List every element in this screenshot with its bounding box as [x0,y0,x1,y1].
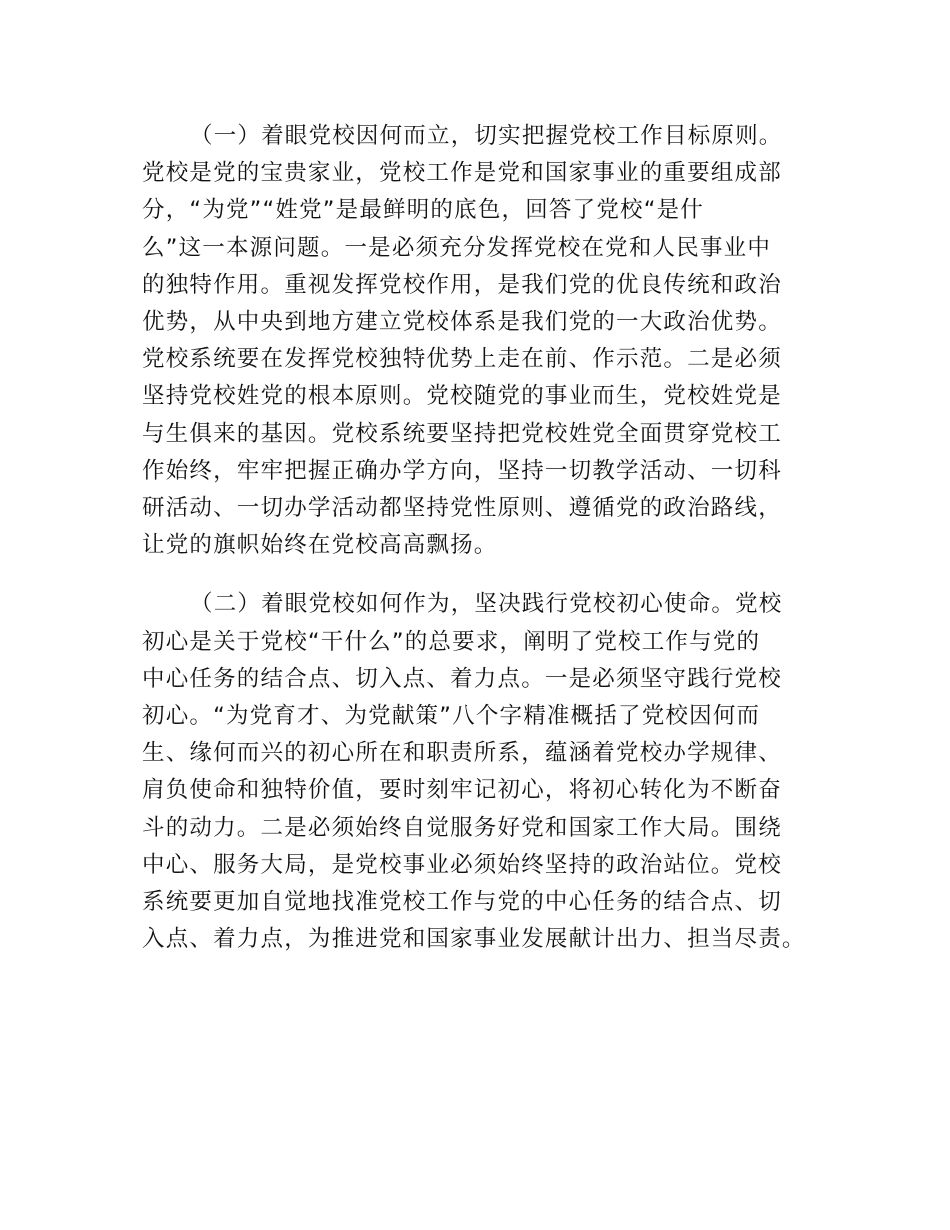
paragraph-1-line-8: 坚持党校姓党的根本原则。党校随党的事业而生，党校姓党是 [142,383,782,410]
paragraph-2 [142,586,832,958]
paragraph-1-line-12: 让党的旗帜始终在党校高高飘扬。 [142,532,498,559]
paragraph-1-line-11: 研活动、一切办学活动都坚持党性原则、遵循党的政治路线， [142,495,782,522]
paragraph-1-line-6: 优势，从中央到地方建立党校体系是我们党的一大政治优势。 [142,309,782,336]
paragraph-2-line-3: 中心任务的结合点、切入点、着力点。一是必须坚守践行党校 [142,665,782,692]
paragraph-1-line-7: 党校系统要在发挥党校独特优势上走在前、作示范。二是必须 [142,346,782,373]
paragraph-1-line-3: 分，“为党”“姓党”是最鲜明的底色，回答了党校“是什 [142,197,704,224]
paragraph-2-line-2: 初心是关于党校“干什么”的总要求，阐明了党校工作与党的 [142,628,761,655]
paragraph-1-line-4: 么”这一本源问题。一是必须充分发挥党校在党和人民事业中 [142,234,772,261]
paragraph-1-line-10: 作始终，牢牢把握正确办学方向，坚持一切教学活动、一切科 [142,457,782,484]
paragraph-1-line-9: 与生俱来的基因。党校系统要坚持把党校姓党全面贯穿党校工 [142,420,782,447]
paragraph-2-line-7: 斗的动力。二是必须始终自觉服务好党和国家工作大局。围绕 [142,814,782,841]
paragraph-1-line-1: （一）着眼党校因何而立，切实把握党校工作目标原则。 [190,123,783,149]
paragraph-2-line-4: 初心。“为党育才、为党献策”八个字精准概括了党校因何而 [142,703,761,730]
paragraph-2-line-9: 系统要更加自觉地找准党校工作与党的中心任务的结合点、切 [142,889,782,916]
paragraph-1-line-2: 党校是党的宝贵家业，党校工作是党和国家事业的重要组成部 [142,160,782,187]
paragraph-2-line-5: 生、缘何而兴的初心所在和职责所系，蕴涵着党校办学规律、 [142,740,782,767]
document-body [142,118,832,958]
paragraph-2-line-1: （二）着眼党校如何作为，坚决践行党校初心使命。党校 [190,591,783,618]
paragraph-2-line-10: 入点、着力点，为推进党和国家事业发展献计出力、担当尽责。 [142,926,806,953]
paragraph-1-line-5: 的独特作用。重视发挥党校作用，是我们党的优良传统和政治 [142,271,782,298]
paragraph-1 [142,118,832,564]
paragraph-2-line-8: 中心、服务大局，是党校事业必须始终坚持的政治站位。党校 [142,851,782,878]
paragraph-2-line-6: 肩负使命和独特价值，要时刻牢记初心，将初心转化为不断奋 [142,777,782,804]
